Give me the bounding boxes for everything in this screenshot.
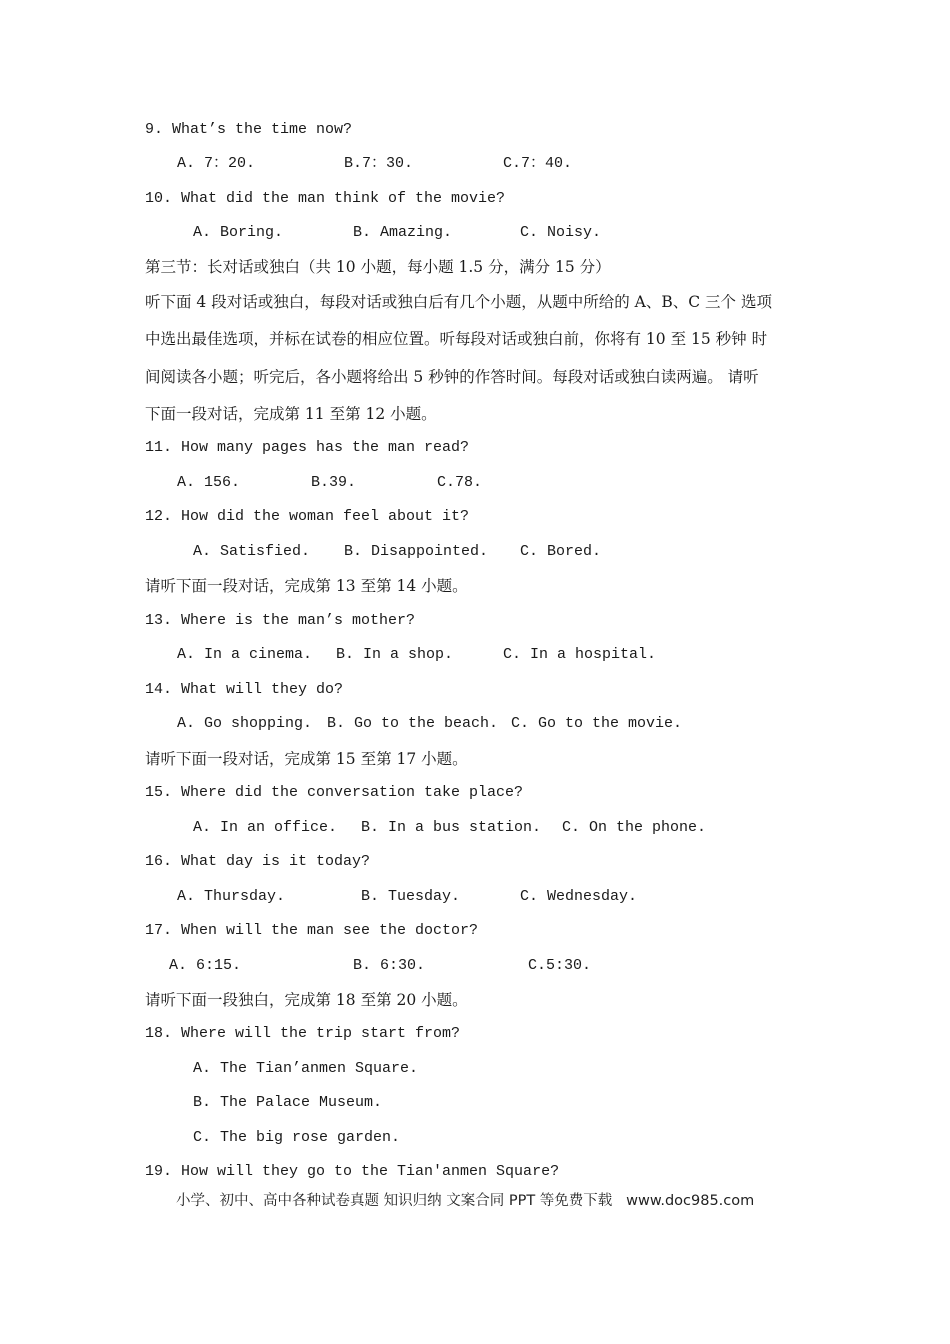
question-10-option-c: C. Noisy. bbox=[520, 224, 602, 241]
question-15-stem: 15. Where did the conversation take place? bbox=[145, 784, 524, 801]
question-10-option-b: B. Amazing. bbox=[353, 224, 453, 241]
question-12-option-a: A. Satisfied. bbox=[193, 543, 311, 560]
question-9-option-c: C.7：40. bbox=[503, 155, 573, 172]
question-10-option-a: A. Boring. bbox=[193, 224, 284, 241]
question-16-option-c: C. Wednesday. bbox=[520, 888, 638, 905]
question-12-stem: 12. How did the woman feel about it? bbox=[145, 508, 470, 525]
directions-18-20: 请听下面一段独白，完成第 18 至第 20 小题。 bbox=[145, 991, 468, 1009]
question-14-stem: 14. What will they do? bbox=[145, 681, 344, 698]
question-16-option-a: A. Thursday. bbox=[177, 888, 286, 905]
section-3-title: 第三节：长对话或独白（共 10 小题，每小题 1.5 分，满分 15 分） bbox=[145, 258, 611, 276]
question-9-option-a: A. 7：20. bbox=[177, 155, 256, 172]
question-13-option-c: C. In a hospital. bbox=[503, 646, 657, 663]
directions-15-17: 请听下面一段对话，完成第 15 至第 17 小题。 bbox=[145, 750, 468, 768]
question-17-stem: 17. When will the man see the doctor? bbox=[145, 922, 479, 939]
question-18-option-c: C. The big rose garden. bbox=[193, 1129, 401, 1146]
question-13-option-a: A. In a cinema. bbox=[177, 646, 313, 663]
question-13-option-b: B. In a shop. bbox=[336, 646, 454, 663]
question-18-stem: 18. Where will the trip start from? bbox=[145, 1025, 461, 1042]
question-14-option-b: B. Go to the beach. bbox=[327, 715, 499, 732]
page-footer: 小学、初中、高中各种试卷真题 知识归纳 文案合同 PPT 等免费下载 www.doc985.com bbox=[176, 1193, 755, 1209]
question-14-option-a: A. Go shopping. bbox=[177, 715, 313, 732]
question-18-option-b: B. The Palace Museum. bbox=[193, 1094, 383, 1111]
question-17-option-c: C.5:30. bbox=[528, 957, 592, 974]
question-13-stem: 13. Where is the man’s mother? bbox=[145, 612, 416, 629]
question-15-option-a: A. In an office. bbox=[193, 819, 338, 836]
section-3-instruction-line-1: 听下面 4 段对话或独白，每段对话或独白后有几个小题，从题中所给的 A、B、C 三个 选项 bbox=[145, 293, 772, 311]
question-12-option-b: B. Disappointed. bbox=[344, 543, 489, 560]
question-17-option-a: A. 6:15. bbox=[169, 957, 242, 974]
directions-13-14: 请听下面一段对话，完成第 13 至第 14 小题。 bbox=[145, 577, 468, 595]
question-18-option-a: A. The Tian’anmen Square. bbox=[193, 1060, 419, 1077]
section-3-instruction-line-3: 间阅读各小题；听完后，各小题将给出 5 秒钟的作答时间。每段对话或独白读两遍。 请听 bbox=[145, 368, 759, 386]
question-10-stem: 10. What did the man think of the movie? bbox=[145, 190, 506, 207]
question-16-stem: 16. What day is it today? bbox=[145, 853, 371, 870]
section-3-instruction-line-4: 下面一段对话，完成第 11 至第 12 小题。 bbox=[145, 405, 437, 423]
question-11-option-b: B.39. bbox=[311, 474, 357, 491]
question-9-option-b: B.7：30. bbox=[344, 155, 414, 172]
question-14-option-c: C. Go to the movie. bbox=[511, 715, 683, 732]
question-17-option-b: B. 6:30. bbox=[353, 957, 426, 974]
question-9-stem: 9. What’s the time now? bbox=[145, 121, 353, 138]
question-12-option-c: C. Bored. bbox=[520, 543, 602, 560]
question-16-option-b: B. Tuesday. bbox=[361, 888, 461, 905]
question-15-option-b: B. In a bus station. bbox=[361, 819, 542, 836]
question-11-stem: 11. How many pages has the man read? bbox=[145, 439, 470, 456]
section-3-instruction-line-2: 中选出最佳选项，并标在试卷的相应位置。听每段对话或独白前，你将有 10 至 15 秒钟 时 bbox=[145, 330, 768, 348]
question-15-option-c: C. On the phone. bbox=[562, 819, 707, 836]
question-19-stem: 19. How will they go to the Tian'anmen Square? bbox=[145, 1163, 560, 1180]
question-11-option-c: C.78. bbox=[437, 474, 483, 491]
question-11-option-a: A. 156. bbox=[177, 474, 241, 491]
